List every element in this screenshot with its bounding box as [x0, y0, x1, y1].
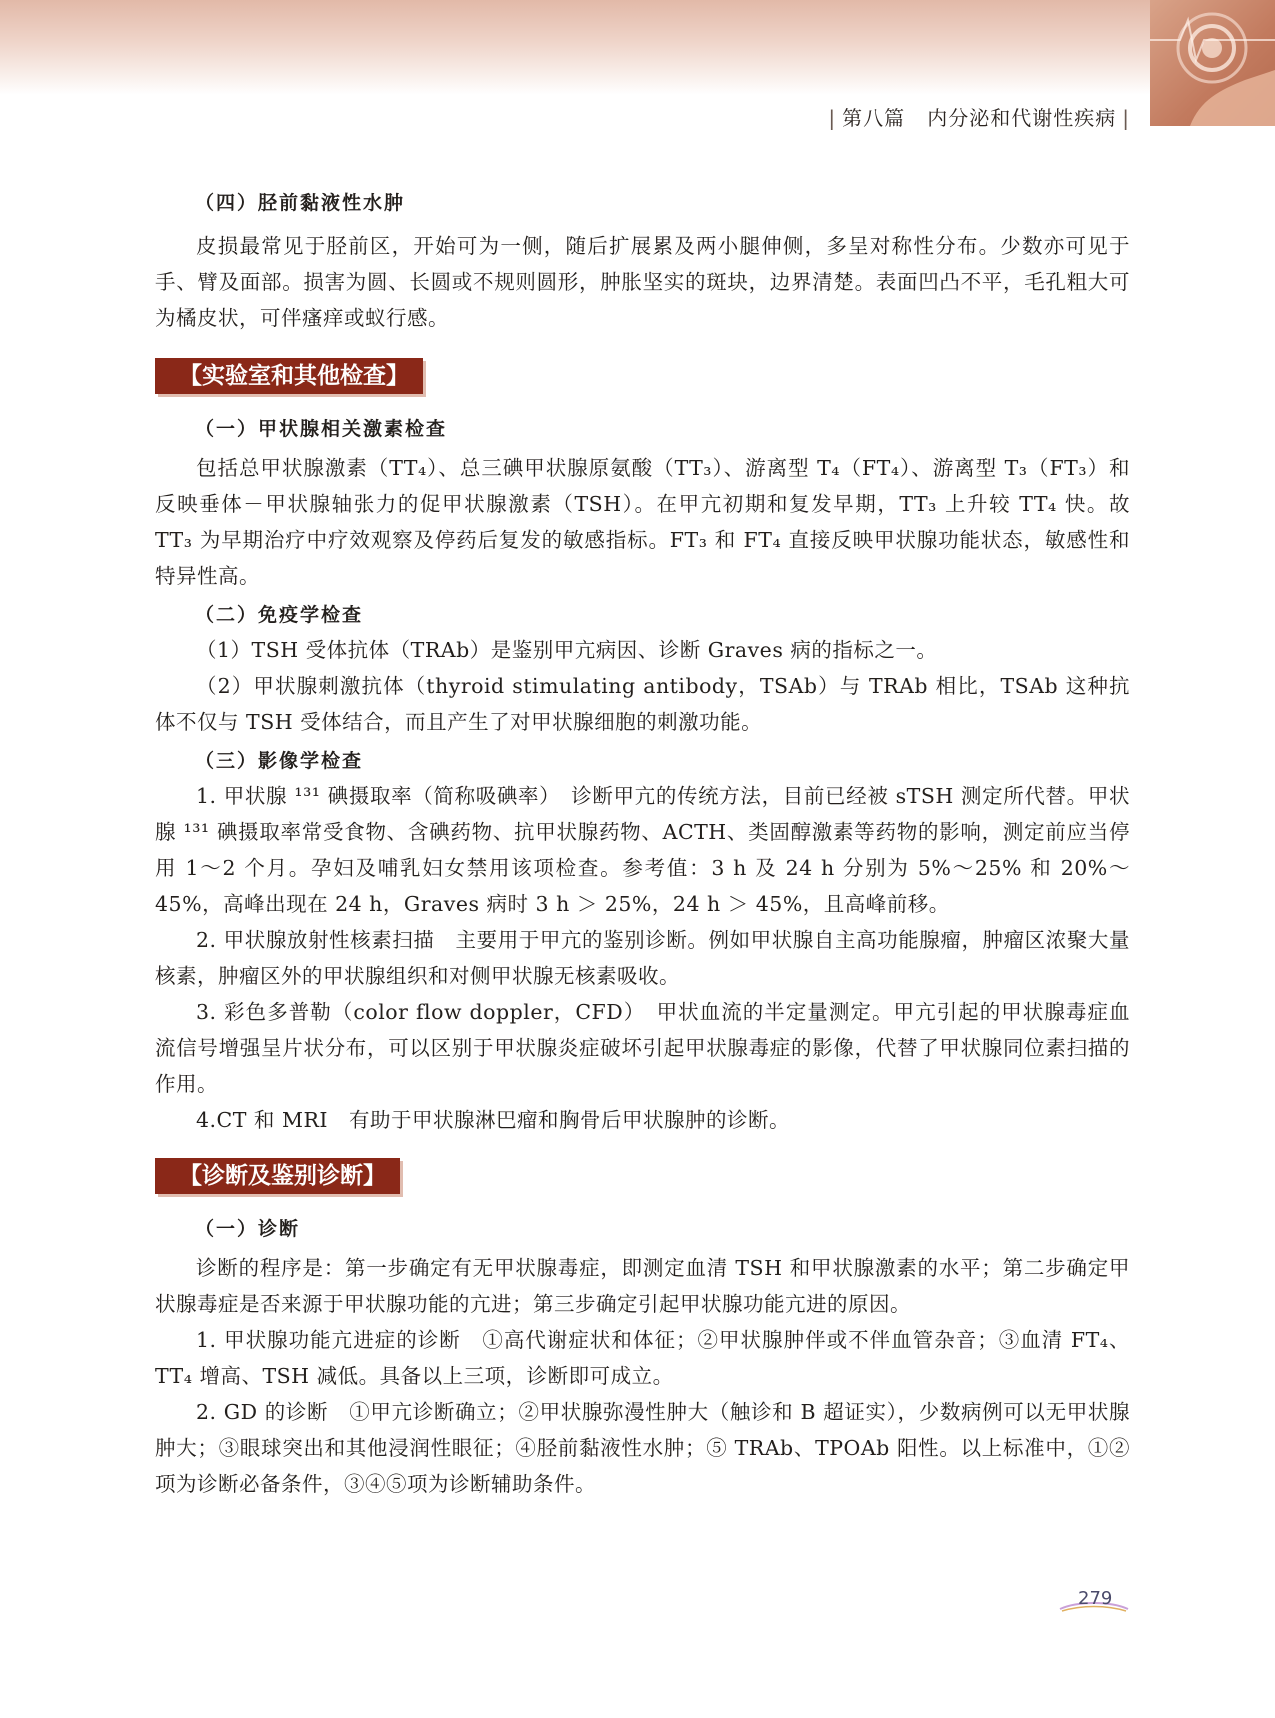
subheading: （三）影像学检查: [195, 750, 364, 772]
section-heading: 【诊断及鉴别诊断】: [155, 1158, 400, 1194]
subheading: （一）甲状腺相关激素检查: [195, 418, 448, 440]
subheading: （二）免疫学检查: [195, 604, 364, 626]
running-head: | 第八篇 内分泌和代谢性疾病 |: [828, 106, 1130, 130]
section-heading: 【实验室和其他检查】: [155, 358, 423, 394]
paragraph: 诊断的程序是：第一步确定有无甲状腺毒症，即测定血清 TSH 和甲状腺激素的水平；第二步确定甲状腺毒症是否来源于甲状腺功能的亢进；第三步确定引起甲状腺功能亢进的原因。: [155, 1256, 1130, 1316]
paragraph: 1. 甲状腺功能亢进症的诊断 ①高代谢症状和体征；②甲状腺肿伴或不伴血管杂音；③血清 FT₄、TT₄ 增高、TSH 减低。具备以上三项，诊断即可成立。: [155, 1328, 1130, 1388]
paragraph: 4.CT 和 MRI 有助于甲状腺淋巴瘤和胸骨后甲状腺肿的诊断。: [196, 1108, 790, 1132]
main-content: [155, 186, 1130, 1502]
paragraph: 1. 甲状腺 ¹³¹ 碘摄取率（简称吸碘率） 诊断甲亢的传统方法，目前已经被 sTSH 测定所代替。甲状腺 ¹³¹ 碘摄取率常受食物、含碘药物、抗甲状腺药物、ACTH、类固醇激素等药物的影响，测定前应当停用 1～2 个月。孕妇及哺乳妇女禁用该项检查。参考值：3 h 及 24 h 分别为 5%～25% 和 20%～45%，高峰出现在 24 h，Graves 病时 3 h ＞ 25%，24 h ＞ 45%，且高峰前移。: [155, 784, 1130, 916]
subheading: （四）胫前黏液性水肿: [195, 192, 406, 214]
paragraph: 包括总甲状腺激素（TT₄）、总三碘甲状腺原氨酸（TT₃）、游离型 T₄（FT₄）、游离型 T₃（FT₃）和反映垂体－甲状腺轴张力的促甲状腺激素（TSH）。在甲亢初期和复发早期，TT₃ 上升较 TT₄ 快。故 TT₃ 为早期治疗中疗效观察及停药后复发的敏感指标。FT₃ 和 FT₄ 直接反映甲状腺功能状态，敏感性和特异性高。: [155, 456, 1130, 588]
part-label: 第八篇: [842, 106, 906, 130]
header-band: [0, 0, 1275, 95]
paragraph: 2. 甲状腺放射性核素扫描 主要用于甲亢的鉴别诊断。例如甲状腺自主高功能腺瘤，肿瘤区浓聚大量核素，肿瘤区外的甲状腺组织和对侧甲状腺无核素吸收。: [155, 928, 1130, 988]
paragraph: （2）甲状腺刺激抗体（thyroid stimulating antibody，TSAb）与 TRAb 相比，TSAb 这种抗体不仅与 TSH 受体结合，而且产生了对甲状腺细胞的刺激功能。: [155, 674, 1130, 734]
paragraph: （1）TSH 受体抗体（TRAb）是鉴别甲亢病因、诊断 Graves 病的指标之一。: [196, 638, 938, 662]
stethoscope-image: [1150, 0, 1275, 126]
paragraph: 3. 彩色多普勒（color flow doppler，CFD） 甲状血流的半定量测定。甲亢引起的甲状腺毒症血流信号增强呈片状分布，可以区别于甲状腺炎症破坏引起甲状腺毒症的影像，代替了甲状腺同位素扫描的作用。: [155, 1000, 1130, 1096]
page-number: 279: [1078, 1588, 1113, 1609]
paragraph: 皮损最常见于胫前区，开始可为一侧，随后扩展累及两小腿伸侧，多呈对称性分布。少数亦可见于手、臂及面部。损害为圆、长圆或不规则圆形，肿胀坚实的斑块，边界清楚。表面凹凸不平，毛孔粗大可为橘皮状，可伴瘙痒或蚁行感。: [155, 234, 1130, 330]
subheading: （一）诊断: [195, 1218, 301, 1240]
part-title: 内分泌和代谢性疾病: [927, 106, 1117, 130]
paragraph: 2. GD 的诊断 ①甲亢诊断确立；②甲状腺弥漫性肿大（触诊和 B 超证实），少数病例可以无甲状腺肿大；③眼球突出和其他浸润性眼征；④胫前黏液性水肿；⑤ TRAb、TPOAb 阳性。以上标准中，①②项为诊断必备条件，③④⑤项为诊断辅助条件。: [155, 1400, 1130, 1496]
